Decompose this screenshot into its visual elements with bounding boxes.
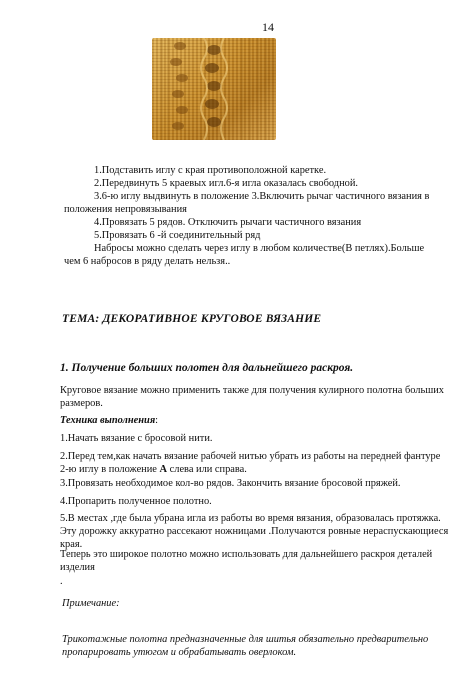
technique-colon: : — [155, 415, 159, 426]
list-item: чем 6 набросов в ряду делать нельзя.. — [64, 256, 231, 267]
note-label: Примечание: — [62, 598, 120, 609]
list-item: 4.Провязать 5 рядов. Отключить рычаги частичного вязания — [94, 217, 362, 228]
page-number: 14 — [262, 20, 274, 34]
step-5: 5.В местах ,где была убрана игла из работы во время вязания, образовалась протяжка. Эту дорожку аккуратно рассекают ножницами .Получаются ровные нераспускающиеся края. — [60, 513, 449, 550]
list-item: Набросы можно сделать через иглу в любом количестве(В петлях).Больше — [94, 243, 425, 254]
list-item: 3.6-ю иглу выдвинуть в положение 3.Включить рычаг частичного вязания в — [94, 191, 430, 202]
step-2-tail: слева или справа. — [167, 464, 247, 475]
list-item: 2.Передвинуть 5 краевых игл.6-я игла оказалась свободной. — [94, 178, 358, 189]
step-2-position: А — [159, 464, 168, 475]
intro-paragraph: Круговое вязание можно применить также для получения кулирного полотна больших размеров. — [60, 385, 444, 409]
topic-heading: ТЕМА: ДЕКОРАТИВНОЕ КРУГОВОЕ ВЯЗАНИЕ — [62, 313, 322, 325]
list-item: 1.Подставить иглу с края противоположной каретке. — [94, 165, 327, 176]
section-heading: 1. Получение больших полотен для дальнейшего раскроя. — [60, 362, 354, 374]
note-text: Трикотажные полотна предназначенные для шитья обязательно предварительно пропарировать утюгом и обрабатывать оверлоком. — [62, 634, 429, 658]
step-2 — [60, 450, 450, 476]
knit-pattern-graphic — [152, 38, 276, 140]
step-1: 1.Начать вязание с бросовой нити. — [60, 433, 213, 444]
conclusion-paragraph: Теперь это широкое полотно можно использовать для дальнейшего раскроя деталей изделия — [60, 549, 433, 573]
list-item: 5.Провязать 6 -й соединительный ряд — [94, 230, 261, 241]
instruction-list — [64, 164, 446, 268]
step-3: 3.Провязать необходимое кол-во рядов. Закончить вязание бросовой пряжей. — [60, 478, 401, 489]
knitted-fabric-photo — [152, 38, 276, 140]
technique-heading — [60, 414, 450, 427]
technique-label: Техника выполнения — [60, 415, 156, 426]
list-item: положения непровязывания — [64, 204, 187, 215]
step-2-text: 2.Перед тем,как начать вязание рабочей нитью убрать из работы на передней фантуре 2-ю иглу в положение — [60, 451, 441, 475]
step-4: 4.Пропарить полученное полотно. — [60, 496, 212, 507]
stray-dot: . — [60, 576, 63, 587]
